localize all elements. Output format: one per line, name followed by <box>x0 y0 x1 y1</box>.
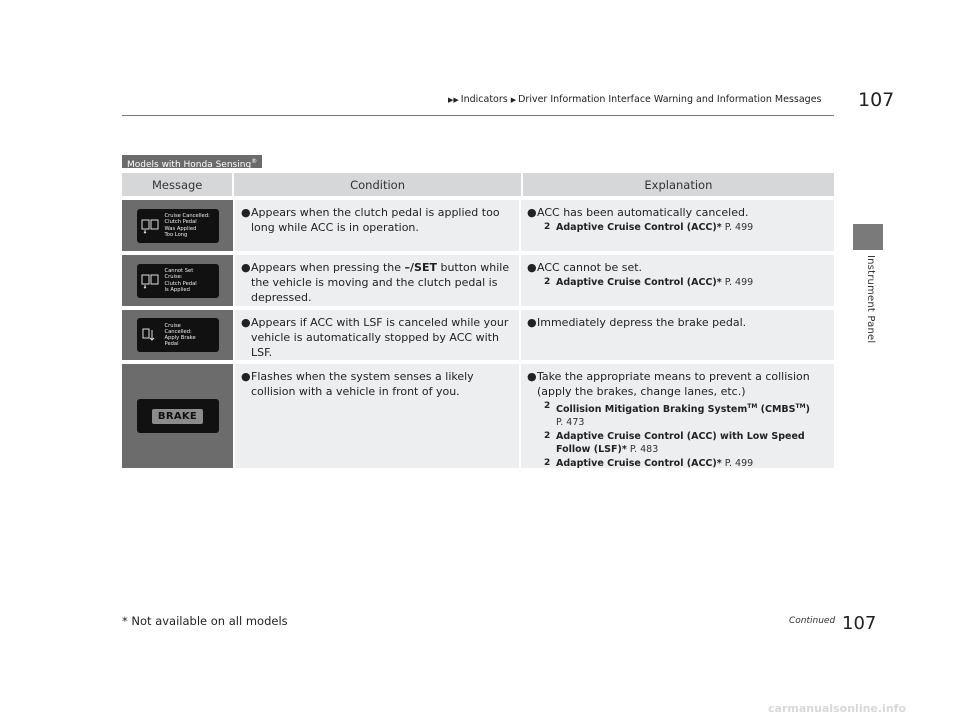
reference-page[interactable]: P. 483 <box>626 444 659 456</box>
cross-reference[interactable]: 2 Collision Mitigation Braking System™ (CMBS™) P. 473 <box>544 401 810 429</box>
breadcrumb <box>448 94 822 105</box>
breadcrumb-item-indicators[interactable]: Indicators <box>460 94 508 105</box>
condition-cell <box>233 364 521 468</box>
model-badge <box>122 155 262 168</box>
footnote-star: * <box>716 277 722 288</box>
display-message: Cannot Set Cruise: Clutch Pedal Is Applied <box>164 268 197 293</box>
reference-arrow-icon: 2 <box>544 431 551 442</box>
side-tab-marker <box>853 224 883 250</box>
reference-arrow-icon: 2 <box>544 222 551 232</box>
reference-page[interactable]: P. 499 <box>721 277 754 288</box>
display-message: Cruise Cancelled: Clutch Pedal Was Applied Too Long <box>164 213 210 238</box>
condition-cell <box>233 255 521 306</box>
cross-reference[interactable] <box>544 276 830 289</box>
message-image-cell <box>122 255 233 306</box>
side-tab-label: Instrument Panel <box>865 255 876 344</box>
cross-reference[interactable] <box>544 430 830 456</box>
bullet-icon: ● <box>241 370 251 383</box>
footnote-star: * <box>621 444 627 456</box>
watermark: carmanualsonline.info <box>768 702 906 715</box>
bullet-icon: ● <box>241 261 251 274</box>
message-image-cell <box>122 200 233 251</box>
condition-cell <box>233 200 521 251</box>
registered-mark: ® <box>251 158 258 165</box>
footnote-star: * <box>716 222 722 233</box>
message-image-cell <box>122 364 233 468</box>
footnote-star: * <box>716 458 722 470</box>
reference-arrow-icon: 2 <box>544 277 551 287</box>
explanation-text: ACC has been automatically canceled. <box>537 206 749 219</box>
bullet-icon: ● <box>241 206 251 219</box>
reference-title[interactable]: Adaptive Cruise Control (ACC) <box>556 458 717 470</box>
reference-title[interactable]: Adaptive Cruise Control (ACC) <box>556 222 717 233</box>
message-table <box>122 173 834 468</box>
condition-text: Appears if ACC with LSF is canceled while your vehicle is automatically stopped by ACC with LSF. <box>251 316 509 359</box>
reference-page[interactable]: P. 499 <box>721 458 754 470</box>
bullet-icon: ● <box>527 261 537 274</box>
cruise-clutch-icon <box>141 273 159 289</box>
table-row <box>122 255 834 306</box>
condition-cell <box>233 310 521 360</box>
column-header-condition: Condition <box>232 173 522 196</box>
explanation-text: Immediately depress the brake pedal. <box>537 316 747 329</box>
bullet-icon: ● <box>527 206 537 219</box>
set-button-label: –/SET <box>404 261 437 274</box>
header-rule <box>122 115 834 116</box>
display-screen <box>137 399 219 433</box>
column-header-message: Message <box>151 177 203 192</box>
explanation-text: Take the appropriate means to prevent a collision (apply the brakes, change lanes, etc.) <box>537 370 810 398</box>
table-row <box>122 310 834 360</box>
display-screen <box>137 318 219 352</box>
message-image-cell <box>122 310 233 360</box>
table-row <box>122 364 834 468</box>
explanation-cell <box>521 364 834 468</box>
reference-arrow-icon: 2 <box>544 401 551 411</box>
breadcrumb-item-warning-messages[interactable]: Driver Information Interface Warning and Information Messages <box>518 94 822 105</box>
footnote: * Not available on all models <box>122 614 288 628</box>
model-badge-text: Models with Honda Sensing <box>127 160 252 170</box>
condition-text: Appears when the clutch pedal is applied too long while ACC is in operation. <box>251 206 500 234</box>
cruise-brake-icon <box>141 327 159 343</box>
display-screen <box>137 209 219 243</box>
reference-arrow-icon: 2 <box>544 458 551 469</box>
display-message: Cruise Cancelled: Apply Brake Pedal <box>164 322 196 348</box>
bullet-icon: ● <box>527 316 537 329</box>
continued-label: Continued <box>789 616 836 626</box>
explanation-text: ACC cannot be set. <box>537 261 643 274</box>
cross-reference[interactable] <box>544 457 830 470</box>
column-header-explanation: Explanation <box>644 177 713 192</box>
reference-title[interactable]: Adaptive Cruise Control (ACC) with Low Speed Follow (LSF) <box>556 431 805 456</box>
bullet-icon: ● <box>241 316 251 329</box>
bullet-icon: ● <box>527 370 537 383</box>
condition-text: Flashes when the system senses a likely collision with a vehicle in front of you. <box>251 370 474 398</box>
explanation-cell <box>521 310 834 360</box>
condition-text: Appears when pressing the –/SET button while the vehicle is moving and the clutch pedal is depressed. <box>251 261 510 304</box>
cross-reference[interactable] <box>544 221 830 234</box>
explanation-cell <box>521 255 834 306</box>
reference-page[interactable]: P. 473 <box>556 417 585 429</box>
page-number-bottom: 107 <box>842 613 877 634</box>
breadcrumb-arrow-icon: ▶▶ <box>448 95 459 104</box>
table-row <box>122 200 834 251</box>
cruise-clutch-icon <box>141 218 159 234</box>
display-screen <box>137 264 219 298</box>
page-number: 107 <box>858 89 895 111</box>
reference-page[interactable]: P. 499 <box>721 222 754 233</box>
explanation-cell <box>521 200 834 251</box>
breadcrumb-arrow-icon: ▶ <box>510 95 517 104</box>
reference-title[interactable]: Collision Mitigation Braking System <box>556 404 748 416</box>
table-header <box>122 173 834 196</box>
reference-title[interactable]: Adaptive Cruise Control (ACC) <box>556 277 717 288</box>
brake-warning-label: BRAKE <box>152 409 203 424</box>
